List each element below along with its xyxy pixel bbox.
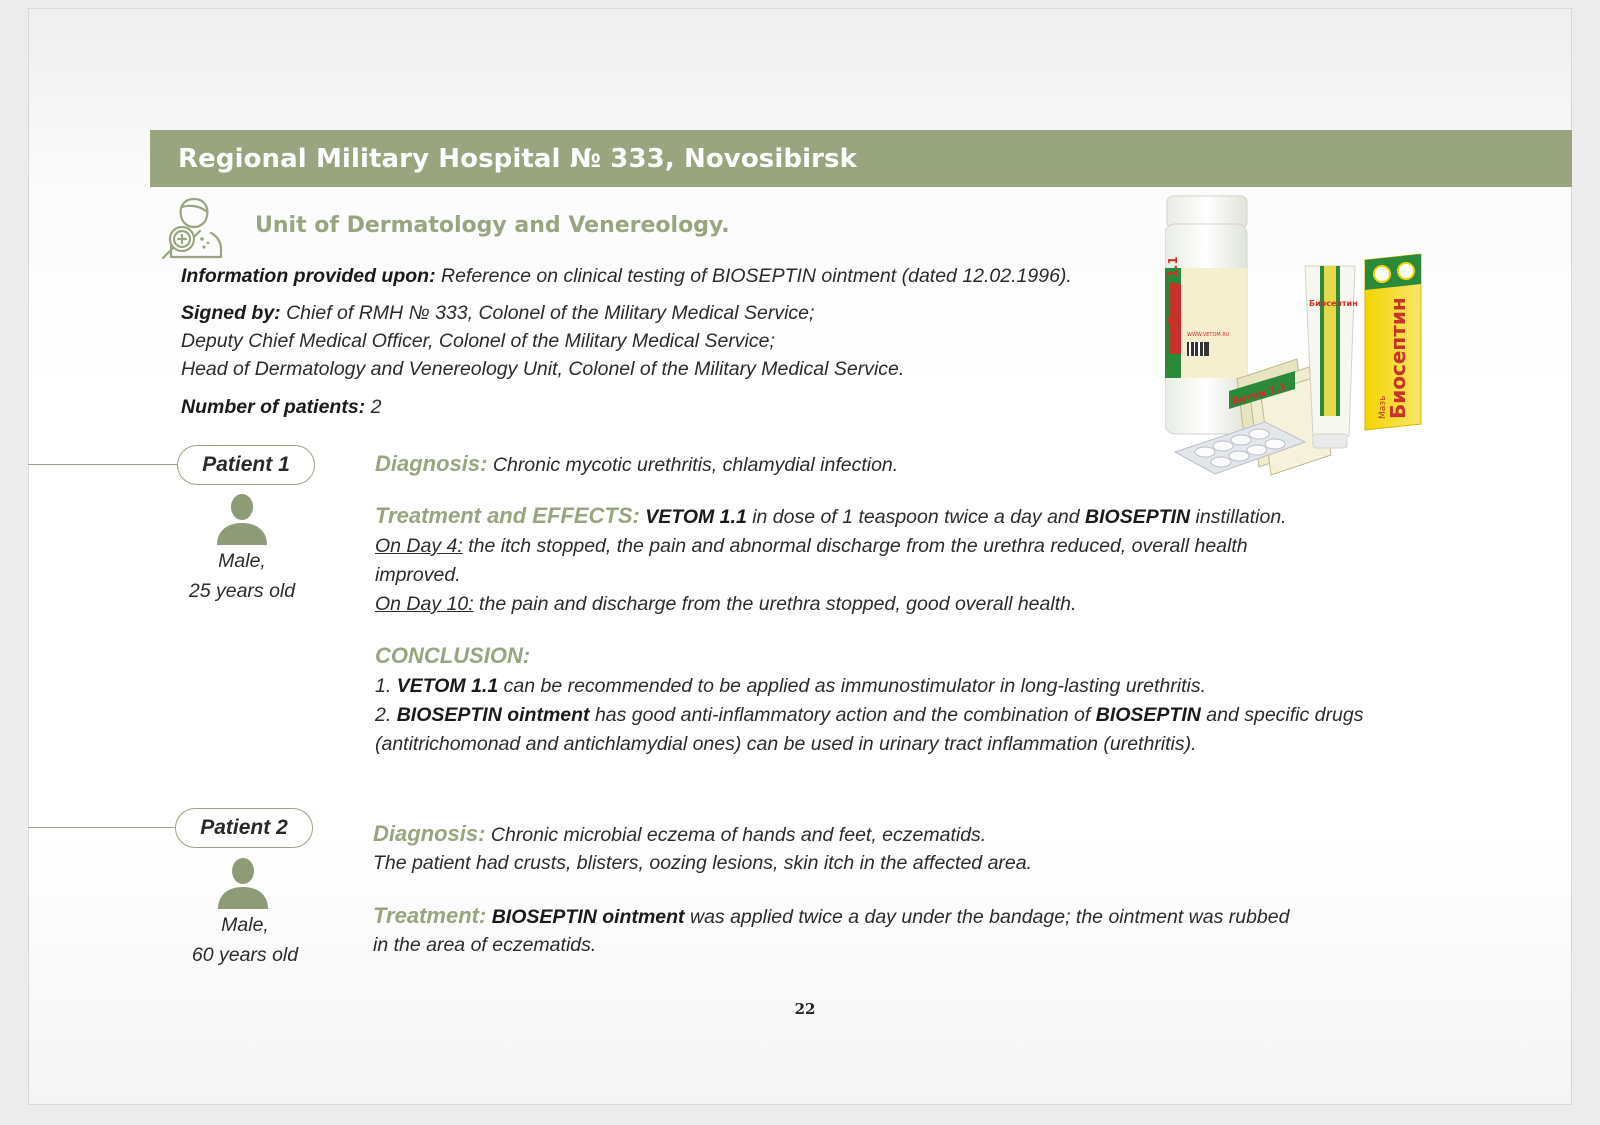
patient1-diagnosis-text: Chronic mycotic urethritis, chlamydial infection. (487, 454, 899, 476)
patient1-connector-line (28, 464, 178, 465)
patient1-label: Patient 1 (177, 445, 315, 485)
treatment-drug-bioseptin: BIOSEPTIN (1085, 506, 1191, 528)
info-signed-line2: Deputy Chief Medical Officer, Colonel of the Military Medical Service; (181, 330, 775, 352)
conclusion-2-drug: BIOSEPTIN ointment (396, 704, 590, 726)
patient1-description (167, 546, 317, 606)
patient2-diagnosis-label: Diagnosis: (373, 821, 486, 846)
info-patients-value: 2 (365, 396, 382, 418)
header-banner (150, 130, 1572, 187)
patient2-treatment-cont: in the area of eczematids. (373, 934, 597, 956)
conclusion-1-text: can be recommended to be applied as immunostimulator in long-lasting urethritis. (498, 675, 1206, 697)
doctor-magnifier-icon (158, 193, 234, 265)
patient1-sex: Male, (218, 550, 266, 572)
day4-label: On Day 4: (375, 535, 463, 557)
conclusion-item-2 (375, 701, 1363, 730)
patient1-diagnosis-label: Diagnosis: (375, 451, 488, 476)
info-signed-line1 (181, 299, 814, 327)
info-signed-line3: Head of Dermatology and Venereology Unit, Colonel of the Military Medical Service. (181, 358, 905, 380)
jar-label: Ветом 1.1 (1166, 256, 1180, 324)
patient2-label: Patient 2 (175, 808, 313, 848)
jar-site: WWW.VETOM.RU (1187, 332, 1230, 338)
patient1-treatment (375, 501, 1287, 532)
treatment-text-end: instillation. (1190, 506, 1287, 528)
conclusion-label: CONCLUSION: (375, 643, 531, 668)
conclusion-2-drug2: BIOSEPTIN (1095, 704, 1201, 726)
patient2-treatment (373, 901, 1289, 932)
info-patients-label: Number of patients: (181, 396, 366, 418)
info-patients (181, 393, 381, 421)
patient2-description (170, 910, 320, 970)
tube-label: Биосептин (1309, 299, 1358, 308)
conclusion-2-number: 2. (375, 704, 397, 726)
patient1-day10 (375, 590, 1076, 619)
patient2-treatment-text: was applied twice a day under the bandage; the ointment was rubbed (684, 906, 1290, 928)
day10-label: On Day 10: (375, 593, 474, 615)
patient1-age: 25 years old (188, 580, 296, 602)
conclusion-1-drug: VETOM 1.1 (396, 675, 499, 697)
patient1-conclusion-heading (375, 641, 530, 672)
info-provided-label: Information provided upon: (181, 265, 436, 287)
conclusion-1-number: 1. (375, 675, 397, 697)
page-number: 22 (794, 1000, 816, 1018)
product-image (1165, 194, 1460, 494)
info-signed-text: Chief of RMH № 333, Colonel of the Military Medical Service; (280, 302, 815, 324)
day10-text: the pain and discharge from the urethra stopped, good overall health. (473, 593, 1077, 615)
patient2-diagnosis-details: The patient had crusts, blisters, oozing lesions, skin itch in the affected area. (373, 852, 1033, 874)
conclusion-item-1 (375, 672, 1206, 701)
patient1-day4-cont: improved. (375, 564, 461, 586)
patient1-day4 (375, 532, 1248, 561)
person-icon (216, 855, 270, 909)
sachet-label: Ветом 1.1 (1230, 381, 1289, 408)
treatment-text: in dose of 1 teaspoon twice a day and (746, 506, 1086, 528)
patient2-connector-line (28, 827, 176, 828)
patient1-treatment-label: Treatment and EFFECTS: (375, 503, 640, 528)
day4-text: the itch stopped, the pain and abnormal discharge from the urethra reduced, overall health (462, 535, 1248, 557)
treatment-drug-vetom: VETOM 1.1 (639, 506, 747, 528)
info-signed-label: Signed by: (181, 302, 281, 324)
conclusion-item-2-cont: (antitrichomonad and antichlamydial ones) can be used in urinary tract inflammation (urethritis). (375, 733, 1197, 755)
conclusion-2-text-end: and specific drugs (1200, 704, 1364, 726)
patient2-age: 60 years old (191, 944, 299, 966)
unit-title: Unit of Dermatology and Venereology. (255, 213, 730, 238)
hospital-title: Regional Military Hospital № 333, Novosibirsk (178, 144, 857, 174)
patient2-diagnosis-text: Chronic microbial eczema of hands and feet, eczematids. (485, 824, 987, 846)
person-icon (215, 491, 269, 545)
box-small-label: Мазь (1378, 395, 1388, 419)
conclusion-2-text: has good anti-inflammatory action and the combination of (589, 704, 1096, 726)
box-label: Биосептин (1386, 297, 1410, 419)
info-provided (181, 262, 1072, 290)
patient2-diagnosis (373, 819, 986, 850)
patient2-treatment-drug: BIOSEPTIN ointment (486, 906, 685, 928)
info-provided-text: Reference on clinical testing of BIOSEPTIN ointment (dated 12.02.1996). (435, 265, 1072, 287)
patient2-treatment-label: Treatment: (373, 903, 487, 928)
patient2-sex: Male, (221, 914, 269, 936)
patient1-diagnosis (375, 449, 898, 480)
